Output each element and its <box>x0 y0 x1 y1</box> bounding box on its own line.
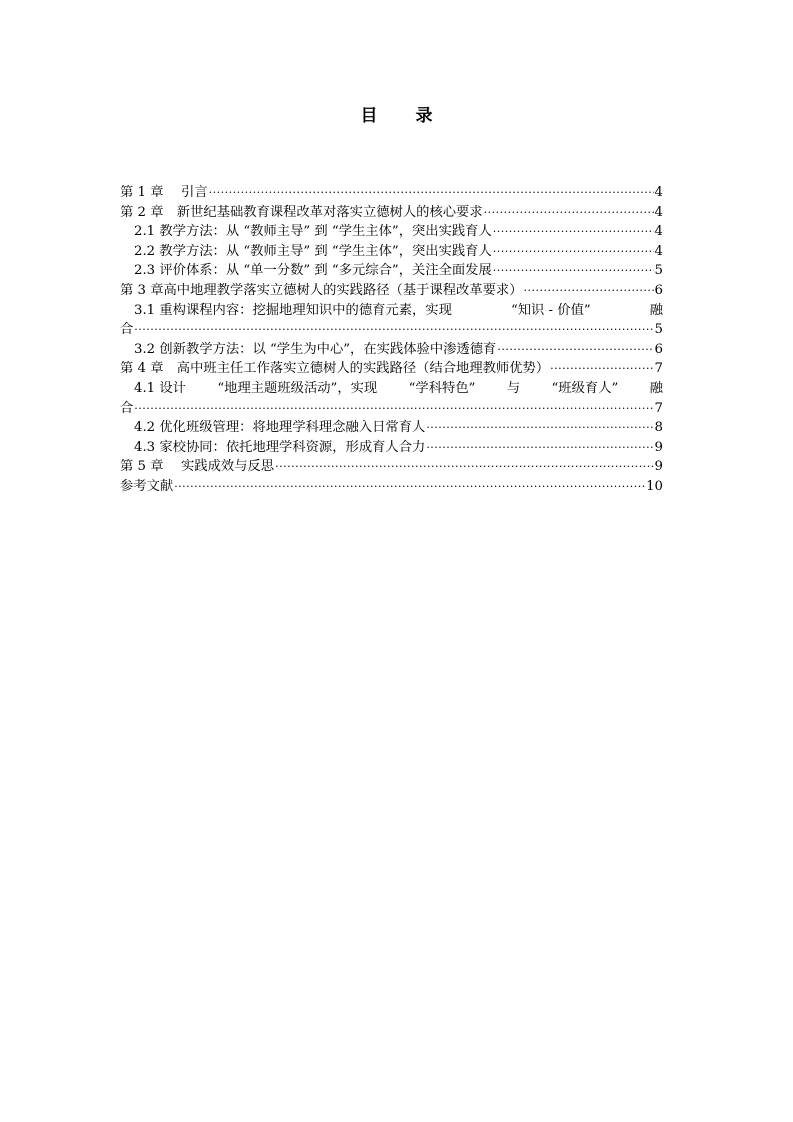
toc-entry-label: 4.2 优化班级管理：将地理学科理念融入日常育人 <box>134 420 426 436</box>
page-title: 目 录 <box>360 106 449 126</box>
toc-entry-section-4-3[interactable] <box>120 438 663 458</box>
toc-entry-section-4-1-continued[interactable] <box>120 399 663 419</box>
toc-entry-page: 4 <box>654 243 663 259</box>
dot-leader <box>493 222 654 242</box>
toc-entry-section-2-2[interactable] <box>120 242 663 262</box>
toc-entry-page: 6 <box>654 341 663 357</box>
toc-entry-page: 8 <box>654 420 663 436</box>
toc-entry-label: 2.1 教学方法：从 “教师主导” 到 “学生主体”，突出实践育人 <box>134 224 492 240</box>
toc-entry-section-2-1[interactable] <box>120 222 663 242</box>
toc-entry-label: 第 5 章 实践成效与反思 <box>120 459 275 475</box>
toc-entry-label: 第 1 章 引言 <box>120 185 208 200</box>
toc-entry-page: 7 <box>654 361 663 377</box>
dot-leader <box>524 281 654 301</box>
dot-leader <box>134 399 653 419</box>
dot-leader <box>493 242 654 262</box>
toc-entry-page: 4 <box>654 204 663 220</box>
dot-leader <box>174 477 645 497</box>
toc-entry-label-part: 融 <box>649 380 663 396</box>
dot-leader <box>426 418 653 438</box>
toc-entry-label: 第 2 章 新世纪基础教育课程改革对落实立德树人的核心要求 <box>120 204 483 220</box>
dot-leader <box>426 438 653 458</box>
toc-entry-label-part: 3.1 重构课程内容：挖掘地理知识中的德育元素，实现 <box>134 302 452 318</box>
toc-entry-page: 5 <box>654 263 663 279</box>
toc-entry-page: 9 <box>654 459 663 475</box>
toc-entry-chapter-2[interactable] <box>120 203 663 223</box>
toc-entry-label: 2.3 评价体系：从 “单一分数” 到 “多元综合”，关注全面发展 <box>134 263 492 279</box>
dot-leader <box>209 183 654 203</box>
dot-leader <box>497 340 653 360</box>
toc-entry-label: 第 3 章高中地理教学落实立德树人的实践路径（基于课程改革要求） <box>120 282 523 298</box>
toc-entry-chapter-4[interactable] <box>120 359 663 379</box>
table-of-contents <box>120 183 663 497</box>
toc-entry-label: 第 4 章 高中班主任工作落实立德树人的实践路径（结合地理教师优势） <box>120 361 550 377</box>
dot-leader <box>484 203 654 223</box>
toc-entry-section-3-2[interactable] <box>120 340 663 360</box>
dot-leader <box>134 320 653 340</box>
toc-entry-references[interactable] <box>120 477 663 497</box>
toc-entry-label: 3.2 创新教学方法：以 “学生为中心”，在实践体验中渗透德育 <box>134 341 497 357</box>
toc-entry-label-part: “知识 - 价值” <box>510 302 591 318</box>
toc-entry-page: 10 <box>646 478 663 494</box>
toc-entry-section-4-1[interactable] <box>120 379 663 399</box>
toc-entry-label: 参考文献 <box>120 478 174 494</box>
dot-leader <box>493 261 654 281</box>
toc-entry-label: 合 <box>120 322 134 338</box>
toc-entry-label: 4.3 家校协同：依托地理学科资源，形成育人合力 <box>134 439 426 455</box>
toc-entry-chapter-1[interactable] <box>120 183 663 203</box>
toc-entry-section-4-2[interactable] <box>120 418 663 438</box>
toc-entry-page: 6 <box>654 282 663 298</box>
toc-entry-section-3-1[interactable] <box>120 301 663 321</box>
toc-entry-label: 合 <box>120 400 134 416</box>
toc-entry-label-part: “学科特色” <box>408 380 476 396</box>
dot-leader <box>275 457 653 477</box>
toc-entry-label-part: “地理主题班级活动”，实现 <box>217 380 378 396</box>
toc-entry-page: 5 <box>654 322 663 338</box>
toc-entry-chapter-5[interactable] <box>120 457 663 477</box>
toc-entry-page: 4 <box>654 224 663 240</box>
toc-entry-chapter-3[interactable] <box>120 281 663 301</box>
toc-entry-section-3-1-continued[interactable] <box>120 320 663 340</box>
toc-entry-label-part: 融 <box>649 302 663 318</box>
toc-entry-label-part: 4.1 设计 <box>134 380 186 396</box>
toc-entry-label: 2.2 教学方法：从 “教师主导” 到 “学生主体”，突出实践育人 <box>134 243 492 259</box>
toc-entry-section-2-3[interactable] <box>120 261 663 281</box>
toc-entry-page: 4 <box>654 185 663 200</box>
toc-entry-label-part: “班级育人” <box>551 380 619 396</box>
toc-entry-label-part: 与 <box>506 380 521 396</box>
toc-entry-page: 9 <box>654 439 663 455</box>
dot-leader <box>550 359 653 379</box>
toc-entry-page: 7 <box>654 400 663 416</box>
